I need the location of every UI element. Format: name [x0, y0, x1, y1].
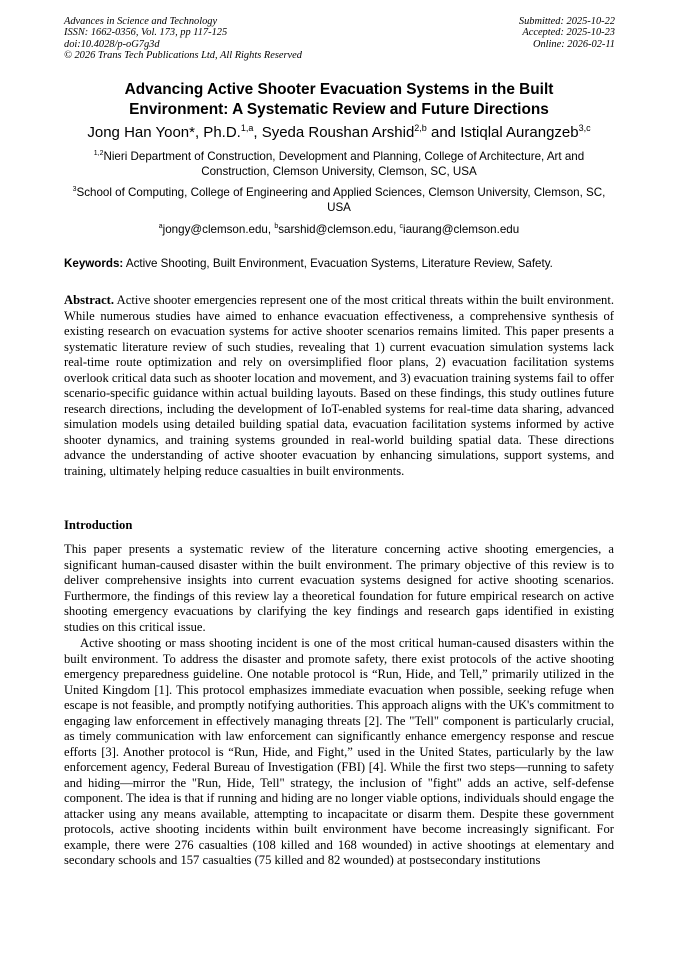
affiliation-2: [62, 185, 616, 216]
submitted-date: Submitted: 2025-10-22: [518, 16, 615, 27]
affiliation-2-text: School of Computing, College of Engineering and Applied Sciences, Clemson University, Clemson, SC, USA: [76, 186, 606, 215]
introduction-paragraph-1: [64, 542, 614, 635]
abstract-text: Active shooter emergencies represent one of the most critical threats within the built environment. While numerous studies have aimed to enhance evacuation effectiveness, a comprehensive synthesis of existing research on evacuation systems for active shooter scenarios remains limited. This paper presents a systematic literature review of such studies, revealing that 1) current evacuation simulation systems lack real-time route optimization and rely on oversimplified floor plans, 2) evacuation facilitation systems overlook critical data such as shooter location and movement, and 3) evacuation training systems fail to offer scenario-specific guidance within actual building layouts. Based on these findings, this study outlines future research directions, including the development of IoT-enabled systems for real-time data sharing, advanced simulation models using detailed building spatial data, evacuation facilitation systems informed by active shooter dynamics, and training systems grounded in real-world building spatial data. These directions advance the understanding of active shooter evacuation by enhancing simulations, support systems, and training, ultimately helping reduce casualties in built environments.: [64, 293, 614, 478]
accepted-date: Accepted: 2025-10-23: [522, 27, 615, 39]
email-b-mark: b: [274, 223, 279, 231]
introduction-heading: Introduction: [64, 518, 133, 532]
email-a-mark: a: [158, 223, 163, 231]
introduction-paragraph-2: [64, 636, 614, 869]
email-a[interactable]: jongy@clemson.edu,: [162, 223, 275, 236]
paragraph-1-text: This paper presents a systematic review of the literature concerning active shooting emergencies, a significant human-caused disaster within the built environment. The primary objective of this review is to deliver comprehensive insights into current evacuation systems designed for active shooting scenarios. Furthermore, the findings of this review lay a theoretical foundation for future empirical research on active shooting emergency evacuations by clarifying the key findings and research gaps identified in existing studies on this critical issue.: [64, 542, 614, 634]
author-2-affiliation-mark: 2,b: [414, 123, 427, 133]
paper-title: [60, 80, 618, 119]
affiliation-1: [62, 149, 616, 180]
author-separator-1: ,: [253, 124, 262, 141]
author-3-affiliation-mark: 3,c: [578, 123, 591, 133]
abstract-label: Abstract.: [64, 293, 115, 307]
paragraph-2-text: Active shooting or mass shooting incident is one of the most critical human-caused disasters within the built environment. To address the disaster and promote safety, there exist protocols of the active shooting emergency preparedness guideline. One notable protocol is “Run, Hide, and Tell,” primarily utilized in the United Kingdom [1]. This protocol emphasizes immediate evacuation when possible, seeking refuge when escape is not feasible, and promptly notifying authorities. This approach aligns with the UK's commitment to engaging law enforcement in effectively managing threats [2]. The "Tell" component is particularly crucial, as timely communication with law enforcement can significantly enhance emergency response and rescue efforts [3]. Another protocol is “Run, Hide, and Fight,” used in the United States, particularly by the law enforcement agency, Federal Bureau of Investigation (FBI) [4]. While the first two steps—running to safety and hiding—mirror the "Run, Hide, Tell" strategy, the inclusion of "fight" adds an active, self-defense component. The idea is that if running and hiding are no longer viable options, individuals should engage the attacker using any means available, attempting to incapacitate or disarm them. Despite these government protocols, active shooting incidents within built environment have become increasingly significant. For example, there were 276 casualties (108 killed and 168 wounded) in active shootings at elementary and secondary schools and 157 casualties (75 killed and 82 wounded) at postsecondary institutions: [64, 636, 614, 867]
author-1-affiliation-mark: 1,a: [240, 123, 254, 133]
author-1: Jong Han Yoon*, Ph.D.: [87, 124, 241, 141]
keywords: [64, 256, 624, 271]
online-date: Online: 2026-02-11: [532, 38, 615, 50]
journal-name: Advances in Science and Technology: [64, 16, 218, 27]
email-c-mark: c: [399, 223, 404, 231]
title-line-2: Environment: A Systematic Review and Future Directions: [129, 100, 549, 118]
publication-dates: [519, 16, 615, 50]
title-line-1: Advancing Active Shooter Evacuation Systems in the Built: [124, 81, 554, 98]
copyright: © 2026 Trans Tech Publications Ltd, All Rights Reserved: [64, 50, 302, 62]
issn-volume: ISSN: 1662-0356, Vol. 173, pp 117-125: [64, 27, 228, 39]
email-b[interactable]: sarshid@clemson.edu,: [278, 223, 400, 236]
author-emails: [40, 222, 638, 237]
author-list: [40, 124, 638, 142]
keywords-label: Keywords:: [64, 257, 124, 270]
affiliation-1-mark: 1,2: [93, 150, 104, 158]
affiliation-1-text: Nieri Department of Construction, Development and Planning, College of Architecture, Art and Construction, Clemson University, Clemson, SC, USA: [103, 150, 585, 179]
abstract: [64, 293, 614, 479]
email-c[interactable]: iaurang@clemson.edu: [403, 223, 520, 236]
doi[interactable]: doi:10.4028/p-oG7g3d: [64, 38, 160, 50]
journal-info: [64, 16, 302, 62]
affiliation-2-mark: 3: [72, 186, 77, 194]
author-3: Istiqlal Aurangzeb: [460, 124, 579, 141]
author-2: Syeda Roushan Arshid: [261, 124, 415, 141]
keywords-text: Active Shooting, Built Environment, Evacuation Systems, Literature Review, Safety.: [123, 257, 553, 270]
author-separator-2: and: [426, 124, 461, 141]
